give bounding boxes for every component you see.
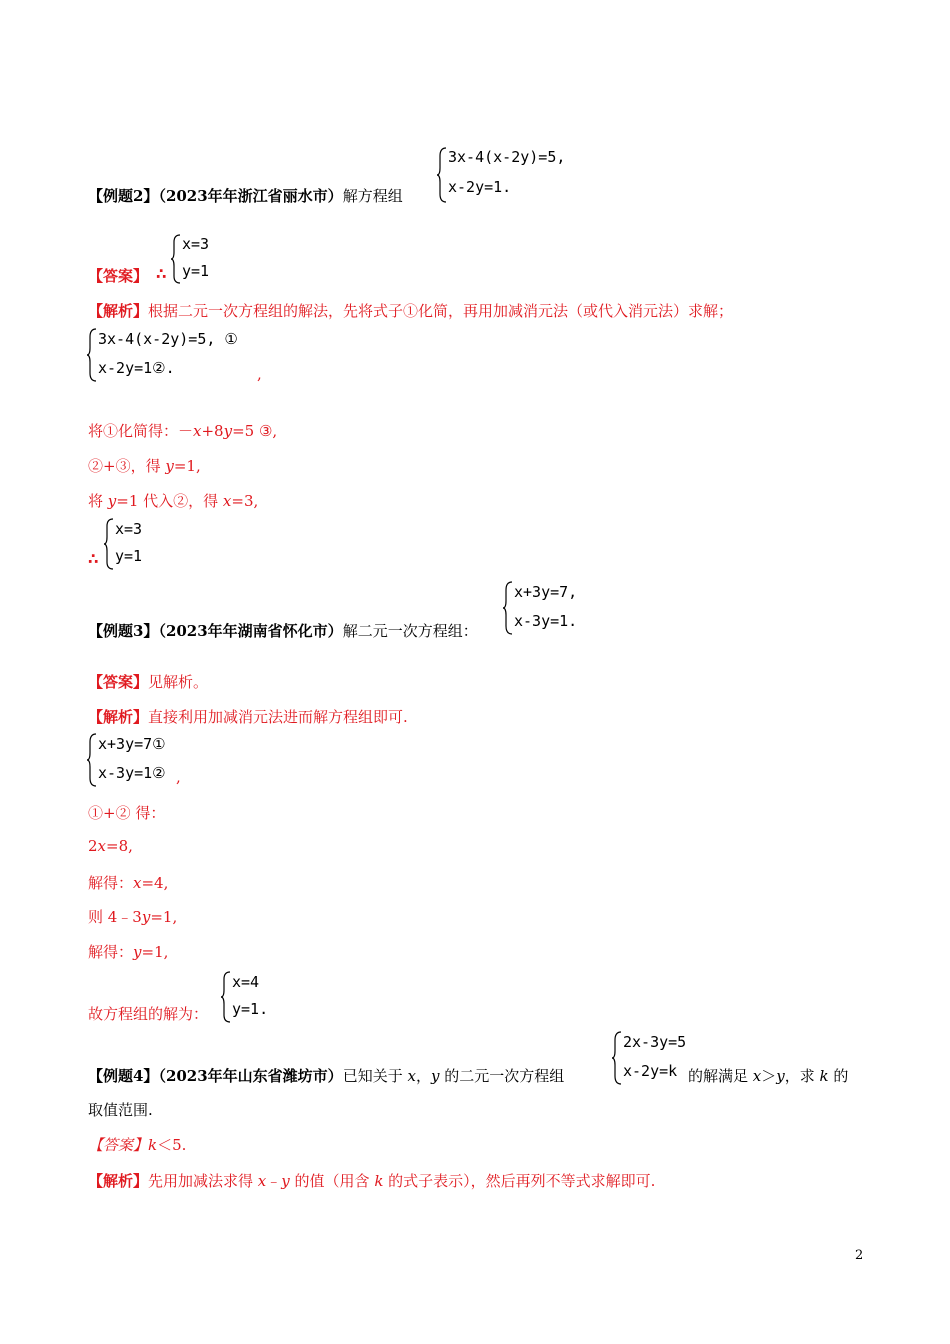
text: =3, (231, 492, 259, 510)
var: y (223, 422, 233, 440)
text: 先用加减法求得 (148, 1172, 258, 1190)
text: 的 (828, 1067, 849, 1085)
text: =8, (106, 837, 133, 855)
var: y (107, 492, 117, 510)
equation: x=3 (115, 520, 143, 538)
text: ②+③，得 (88, 457, 166, 475)
equation: 3x-4(x-2y)=5, (448, 148, 566, 166)
text: =4, (141, 874, 169, 892)
example-4-line-1 (88, 1065, 564, 1086)
text: 2 (88, 837, 98, 855)
var: k (148, 1136, 158, 1154)
var: y (281, 1172, 290, 1190)
analysis-tag: 【解析】 (88, 302, 149, 320)
example-2-analysis (88, 300, 733, 321)
var: x (222, 492, 232, 510)
example-3-heading (88, 620, 478, 641)
text: 的值（用含 (289, 1172, 375, 1190)
text: 解得： (88, 943, 134, 961)
text: ﹣ (266, 1172, 282, 1190)
left-brace-icon (86, 732, 98, 788)
example-3-analysis (88, 706, 408, 727)
example-3-source: （2023年年湖南省怀化市） (158, 622, 343, 640)
analysis-text: 根据二元一次方程组的解法，先将式子①化简，再用加减消元法（或代入消元法）求解； (148, 302, 734, 320)
step-line: ①+② 得： (88, 804, 166, 822)
var: y (133, 943, 142, 961)
example-2-answer-system (170, 233, 230, 285)
equation: x=3 (182, 235, 210, 253)
example-4-system (611, 1030, 693, 1086)
equation: 2x-3y=5 (623, 1033, 687, 1051)
example-2-prompt: 解方程组 (342, 187, 403, 205)
text: 将 (88, 492, 108, 510)
step-line (88, 872, 168, 893)
left-brace-icon (502, 580, 514, 636)
text: ＞ (761, 1067, 777, 1085)
equation: y=1. (232, 1000, 269, 1018)
example-2-heading (88, 185, 403, 206)
example-4-answer (88, 1134, 186, 1155)
text: +8 (201, 422, 224, 440)
analysis-text: 直接利用加减消元法进而解方程组即可. (148, 708, 408, 726)
comma: , (176, 768, 181, 786)
step-line (88, 490, 258, 511)
text: ＜5. (157, 1136, 187, 1154)
example-4-analysis (88, 1170, 655, 1191)
left-brace-icon (103, 517, 115, 571)
example-2-system (436, 146, 586, 204)
var: x (752, 1067, 762, 1085)
step-line (88, 420, 277, 441)
step-line (88, 837, 133, 855)
equation: x-3y=1② (98, 764, 166, 782)
var: y (776, 1067, 785, 1085)
analysis-tag: 【解析】 (88, 708, 149, 726)
text: 解得： (88, 874, 134, 892)
answer-text: 见解析。 (148, 673, 209, 691)
page-number: 2 (855, 1248, 864, 1263)
answer-tag: 【答案】 (88, 673, 149, 691)
left-brace-icon (86, 327, 98, 383)
var: x (133, 874, 142, 892)
text: ，求 (784, 1067, 820, 1085)
example-4-line-1-tail (688, 1065, 848, 1086)
analysis-tag: 【解析】 (88, 1172, 149, 1190)
text: =1, (173, 457, 201, 475)
text: ， (415, 1067, 431, 1085)
example-3-answer (88, 671, 208, 692)
example-4-tag: 【例题4】 (88, 1067, 159, 1085)
step-line (88, 941, 168, 962)
equation: x-2y=1. (448, 178, 512, 196)
equation: y=1 (115, 547, 143, 565)
equation: x+3y=7, (514, 583, 578, 601)
example-2-final-system (103, 517, 163, 571)
var: y (430, 1067, 440, 1085)
left-brace-icon (436, 146, 448, 204)
var: k (374, 1172, 384, 1190)
example-4-line-2: 取值范围. (88, 1101, 153, 1119)
var: k (819, 1067, 829, 1085)
text: 的解满足 (688, 1067, 753, 1085)
example-2-answer-tag: 【答案】 (88, 267, 149, 285)
answer-tag: 【答案】 (88, 1136, 149, 1154)
equation: x-2y=1②. (98, 359, 175, 377)
var: x (257, 1172, 267, 1190)
var: x (97, 837, 107, 855)
left-brace-icon (170, 233, 182, 285)
equation: 3x-4(x-2y)=5, ① (98, 330, 238, 348)
text: 将①化简得：－ (88, 422, 194, 440)
left-brace-icon (220, 970, 232, 1024)
step-line (88, 455, 201, 476)
step-line (88, 906, 177, 927)
example-2-source: （2023年年浙江省丽水市） (158, 187, 343, 205)
example-3-final-prefix: 故方程组的解为： (88, 1005, 209, 1023)
text: 已知关于 (342, 1067, 408, 1085)
example-4-source: （2023年年山东省潍坊市） (158, 1067, 343, 1085)
example-3-final-system (220, 970, 280, 1024)
text: 的式子表示），然后再列不等式求解即可. (383, 1172, 656, 1190)
text: 则 4﹣3 (88, 908, 142, 926)
var: x (193, 422, 202, 440)
example-2-work-system (86, 327, 276, 383)
left-brace-icon (611, 1030, 623, 1086)
therefore-symbol: ∴ (88, 550, 99, 568)
example-2-tag: 【例题2】 (88, 187, 159, 205)
equation: x+3y=7① (98, 735, 166, 753)
var: y (165, 457, 174, 475)
equation: x=4 (232, 973, 260, 991)
comma: , (257, 365, 262, 383)
example-3-tag: 【例题3】 (88, 622, 159, 640)
var: x (407, 1067, 416, 1085)
text: =1, (150, 908, 178, 926)
equation: x-2y=k (623, 1062, 678, 1080)
text: =1 代入②，得 (116, 492, 223, 510)
equation: x-3y=1. (514, 612, 578, 630)
text: =5 ③, (232, 422, 278, 440)
text: 的二元一次方程组 (439, 1067, 565, 1085)
example-3-system (502, 580, 602, 636)
therefore-symbol: ∴ (156, 265, 167, 283)
text: =1, (141, 943, 169, 961)
var: y (141, 908, 151, 926)
equation: y=1 (182, 262, 210, 280)
example-3-prompt: 解二元一次方程组： (342, 622, 478, 640)
